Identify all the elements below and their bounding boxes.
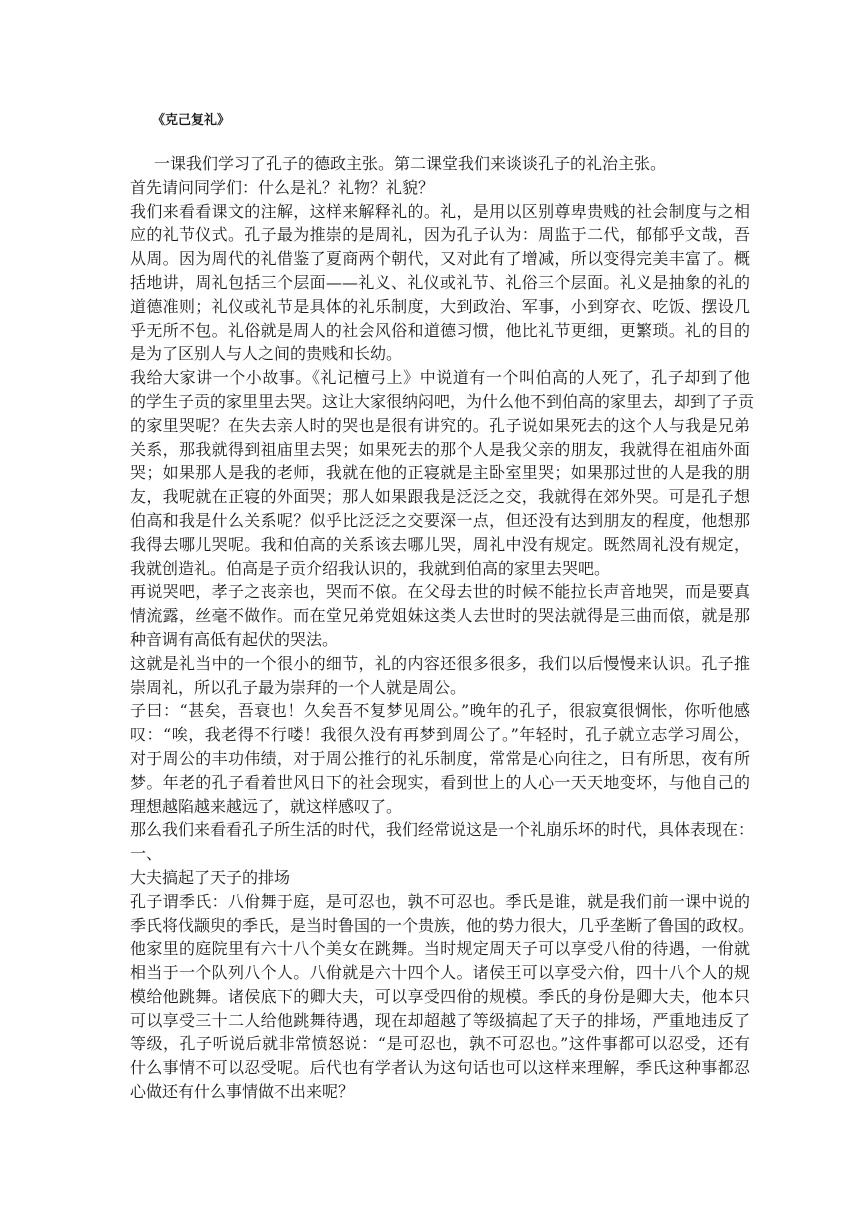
document-body bbox=[130, 152, 755, 1104]
text-line: 友，我呢就在正寝的外面哭；那人如果跟我是泛泛之交，我就得在郊外哭。可是孔子想 bbox=[130, 487, 750, 507]
text-line: 崇周礼，所以孔子最为崇拜的一个人就是周公。 bbox=[130, 677, 467, 697]
text-line: 应的礼节仪式。孔子最为推崇的是周礼，因为孔子认为：周监于二代，郁郁乎文哉，吾 bbox=[130, 225, 750, 245]
text-line: 乎无所不包。礼俗就是周人的社会风俗和道德习惯，他比礼节更细，更繁琐。礼的目的 bbox=[130, 320, 750, 340]
text-line: 他家里的庭院里有六十八个美女在跳舞。当时规定周天子可以享受八佾的待遇，一佾就 bbox=[130, 939, 750, 959]
text-line: 一课我们学习了孔子的德政主张。第二课堂我们来谈谈孔子的礼治主张。 bbox=[154, 154, 667, 173]
text-line: 种音调有高低有起伏的哭法。 bbox=[130, 629, 339, 649]
text-line: 道德准则；礼仪或礼节是具体的礼乐制度，大到政治、军事，小到穿衣、吃饭、摆设几 bbox=[130, 296, 750, 316]
text-line: 的家里哭呢？在失去亲人时的哭也是很有讲究的。孔子说如果死去的这个人与我是兄弟 bbox=[130, 415, 750, 435]
text-line: 模给他跳舞。诸侯底下的卿大夫，可以享受四佾的规模。季氏的身份是卿大夫，他本只 bbox=[130, 986, 750, 1006]
text-line: 子曰：“甚矣，吾衰也！久矣吾不复梦见周公。”晚年的孔子，很寂寞很惆怅，你听他感 bbox=[130, 701, 750, 721]
text-line: 是为了区别人与人之间的贵贱和长幼。 bbox=[130, 344, 403, 364]
text-line: 叹：“唉，我老得不行喽！我很久没有再梦到周公了。”年轻时，孔子就立志学习周公， bbox=[130, 725, 750, 745]
text-line: 伯高和我是什么关系呢？似乎比泛泛之交要深一点，但还没有达到朋友的程度，他想那 bbox=[130, 510, 750, 530]
text-line: 情流露，丝毫不做作。而在堂兄弟党姐妹这类人去世时的哭法就得是三曲而偯，就是那 bbox=[130, 606, 750, 626]
text-line: 对于周公的丰功伟绩，对于周公推行的礼乐制度，常常是心向往之，日有所思，夜有所 bbox=[130, 748, 750, 768]
text-line: 大夫搞起了天子的排场 bbox=[130, 867, 291, 887]
text-line: 理想越陷越来越远了，就这样感叹了。 bbox=[130, 796, 403, 816]
text-line: 那么我们来看看孔子所生活的时代，我们经常说这是一个礼崩乐坏的时代，具体表现在： bbox=[130, 820, 755, 840]
text-line: 我得去哪儿哭呢。我和伯高的关系该去哪儿哭，周礼中没有规定。既然周礼没有规定， bbox=[130, 534, 750, 554]
text-line: 心做还有什么事情做不出来呢？ bbox=[130, 1082, 355, 1102]
text-line: 括地讲，周礼包括三个层面——礼义、礼仪或礼节、礼俗三个层面。礼义是抽象的礼的 bbox=[130, 272, 750, 292]
text-line: 季氏将伐颛臾的季氏，是当时鲁国的一个贵族，他的势力很大，几乎垄断了鲁国的政权。 bbox=[130, 915, 755, 935]
text-line: 这就是礼当中的一个很小的细节，礼的内容还很多很多，我们以后慢慢来认识。孔子推 bbox=[130, 653, 750, 673]
text-line: 孔子谓季氏：八佾舞于庭，是可忍也，孰不可忍也。季氏是谁，就是我们前一课中说的 bbox=[130, 891, 750, 911]
text-line: 什么事情不可以忍受呢。后代也有学者认为这句话也可以这样来理解，季氏这种事都忍 bbox=[130, 1058, 750, 1078]
text-line: 哭；如果那人是我的老师，我就在他的正寝就是主卧室里哭；如果那过世的人是我的朋 bbox=[130, 463, 750, 483]
text-line: 一、 bbox=[130, 844, 163, 864]
text-line: 首先请问同学们：什么是礼？礼物？礼貌？ bbox=[130, 177, 435, 197]
text-line: 再说哭吧，孝子之丧亲也，哭而不偯。在父母去世的时候不能拉长声音地哭，而是要真 bbox=[130, 582, 750, 602]
text-line: 的学生子贡的家里里去哭。这让大家很纳闷吧，为什么他不到伯高的家里去，却到了子贡 bbox=[130, 391, 755, 411]
text-line: 可以享受三十二人给他跳舞待遇，现在却超越了等级搞起了天子的排场，严重地违反了 bbox=[130, 1010, 750, 1030]
text-line: 我给大家讲一个小故事。《礼记檀弓上》中说道有一个叫伯高的人死了，孔子却到了他 bbox=[130, 368, 750, 388]
document-title: 《克己复礼》 bbox=[152, 113, 231, 128]
text-line: 等级，孔子听说后就非常愤怒说：“是可忍也，孰不可忍也。”这件事都可以忍受，还有 bbox=[130, 1034, 750, 1054]
text-line: 我就创造礼。伯高是子贡介绍我认识的，我就到伯高的家里去哭吧。 bbox=[130, 558, 611, 578]
text-line: 关系，那我就得到祖庙里去哭；如果死去的那个人是我父亲的朋友，我就得在祖庙外面 bbox=[130, 439, 750, 459]
text-line: 相当于一个队列八个人。八佾就是六十四个人。诸侯王可以享受六佾，四十八个人的规 bbox=[130, 963, 750, 983]
text-line: 梦。年老的孔子看着世风日下的社会现实，看到世上的人心一天天地变坏，与他自己的 bbox=[130, 772, 750, 792]
text-line: 从周。因为周代的礼借鉴了夏商两个朝代，又对此有了增减，所以变得完美丰富了。概 bbox=[130, 249, 750, 269]
text-line: 我们来看看课文的注解，这样来解释礼的。礼，是用以区别尊卑贵贱的社会制度与之相 bbox=[130, 201, 750, 221]
